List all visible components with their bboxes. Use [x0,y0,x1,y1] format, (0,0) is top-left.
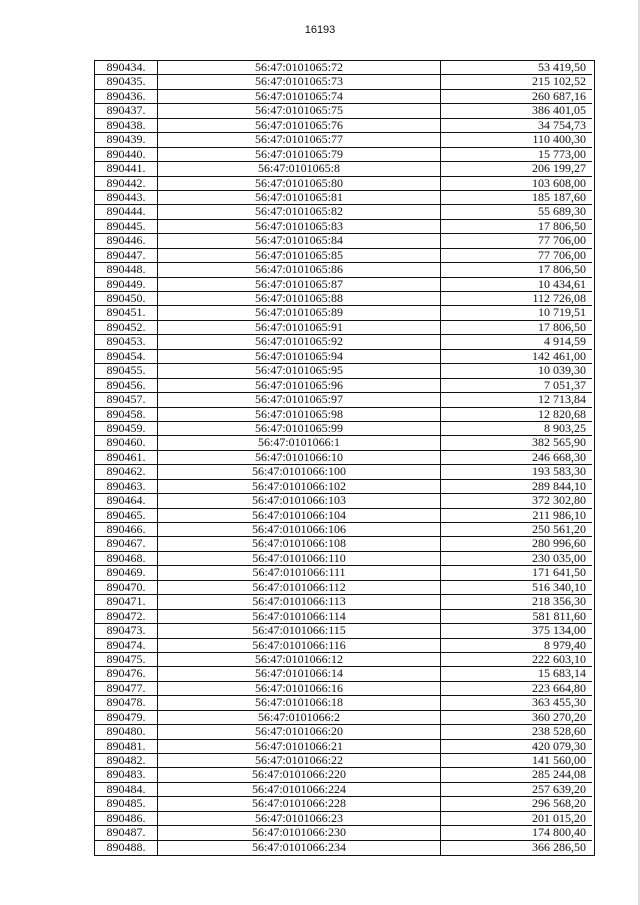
cadastral-number-cell: 56:47:0101066:112 [158,581,441,595]
row-number-cell: 890484. [95,783,158,797]
row-number-cell: 890444. [95,205,158,219]
table-row [95,75,594,89]
table-row [95,667,594,681]
value-cell: 7 051,37 [441,379,592,393]
table-row [95,205,594,219]
cadastral-number-cell: 56:47:0101065:72 [158,61,441,75]
table-row [95,350,594,364]
cadastral-number-cell: 56:47:0101066:10 [158,451,441,465]
row-number-cell: 890447. [95,249,158,263]
table-row [95,523,594,537]
row-number-cell: 890434. [95,61,158,75]
row-number-cell: 890459. [95,422,158,436]
cadastral-table [94,60,595,856]
table-row [95,754,594,768]
row-number-cell: 890461. [95,451,158,465]
row-number-cell: 890486. [95,812,158,826]
cadastral-number-cell: 56:47:0101066:21 [158,740,441,754]
value-cell: 215 102,52 [441,75,592,89]
value-cell: 581 811,60 [441,610,592,624]
table-row [95,740,594,754]
cadastral-number-cell: 56:47:0101065:79 [158,148,441,162]
table-row [95,133,594,147]
table-row [95,509,594,523]
row-number-cell: 890458. [95,408,158,422]
value-cell: 10 039,30 [441,364,592,378]
value-cell: 193 583,30 [441,465,592,479]
cadastral-number-cell: 56:47:0101066:116 [158,639,441,653]
table-row [95,566,594,580]
value-cell: 222 603,10 [441,653,592,667]
value-cell: 260 687,16 [441,90,592,104]
value-cell: 296 568,20 [441,797,592,811]
cadastral-number-cell: 56:47:0101066:102 [158,480,441,494]
cadastral-number-cell: 56:47:0101065:92 [158,335,441,349]
table-row [95,768,594,782]
row-number-cell: 890483. [95,768,158,782]
cadastral-number-cell: 56:47:0101065:8 [158,162,441,176]
table-row [95,90,594,104]
value-cell: 77 706,00 [441,234,592,248]
value-cell: 382 565,90 [441,436,592,450]
table-row [95,148,594,162]
row-number-cell: 890468. [95,552,158,566]
value-cell: 10 434,61 [441,278,592,292]
cadastral-number-cell: 56:47:0101065:91 [158,321,441,335]
cadastral-number-cell: 56:47:0101066:23 [158,812,441,826]
row-number-cell: 890437. [95,104,158,118]
cadastral-number-cell: 56:47:0101065:84 [158,234,441,248]
table-row [95,711,594,725]
row-number-cell: 890438. [95,119,158,133]
value-cell: 110 400,30 [441,133,592,147]
row-number-cell: 890485. [95,797,158,811]
row-number-cell: 890456. [95,379,158,393]
cadastral-number-cell: 56:47:0101065:99 [158,422,441,436]
table-row [95,119,594,133]
cadastral-number-cell: 56:47:0101065:94 [158,350,441,364]
table-row [95,812,594,826]
cadastral-number-cell: 56:47:0101065:82 [158,205,441,219]
value-cell: 211 986,10 [441,509,592,523]
cadastral-number-cell: 56:47:0101066:18 [158,696,441,710]
cadastral-number-cell: 56:47:0101065:73 [158,75,441,89]
table-row [95,191,594,205]
value-cell: 360 270,20 [441,711,592,725]
row-number-cell: 890472. [95,610,158,624]
value-cell: 8 979,40 [441,639,592,653]
row-number-cell: 890463. [95,480,158,494]
table-row [95,234,594,248]
value-cell: 420 079,30 [441,740,592,754]
cadastral-number-cell: 56:47:0101065:89 [158,306,441,320]
value-cell: 12 820,68 [441,408,592,422]
value-cell: 12 713,84 [441,393,592,407]
table-row [95,595,594,609]
table-row [95,335,594,349]
value-cell: 17 806,50 [441,321,592,335]
value-cell: 230 035,00 [441,552,592,566]
table-row [95,306,594,320]
cadastral-number-cell: 56:47:0101066:114 [158,610,441,624]
value-cell: 250 561,20 [441,523,592,537]
cadastral-number-cell: 56:47:0101065:86 [158,263,441,277]
value-cell: 174 800,40 [441,826,592,840]
cadastral-number-cell: 56:47:0101066:220 [158,768,441,782]
table-row [95,826,594,840]
row-number-cell: 890445. [95,220,158,234]
row-number-cell: 890487. [95,826,158,840]
value-cell: 372 302,80 [441,494,592,508]
row-number-cell: 890449. [95,278,158,292]
table-row [95,408,594,422]
page-number: 16193 [304,24,336,36]
value-cell: 223 664,80 [441,682,592,696]
row-number-cell: 890440. [95,148,158,162]
row-number-cell: 890460. [95,436,158,450]
row-number-cell: 890450. [95,292,158,306]
value-cell: 17 806,50 [441,220,592,234]
row-number-cell: 890465. [95,509,158,523]
value-cell: 103 608,00 [441,177,592,191]
row-number-cell: 890474. [95,639,158,653]
value-cell: 218 356,30 [441,595,592,609]
table-row [95,653,594,667]
cadastral-number-cell: 56:47:0101066:110 [158,552,441,566]
table-row [95,797,594,811]
cadastral-number-cell: 56:47:0101065:98 [158,408,441,422]
table-row [95,841,594,855]
value-cell: 171 641,50 [441,566,592,580]
cadastral-number-cell: 56:47:0101066:103 [158,494,441,508]
row-number-cell: 890446. [95,234,158,248]
row-number-cell: 890482. [95,754,158,768]
row-number-cell: 890480. [95,725,158,739]
table-row [95,393,594,407]
table-row [95,696,594,710]
row-number-cell: 890435. [95,75,158,89]
row-number-cell: 890479. [95,711,158,725]
row-number-cell: 890467. [95,537,158,551]
row-number-cell: 890470. [95,581,158,595]
cadastral-number-cell: 56:47:0101065:80 [158,177,441,191]
row-number-cell: 890442. [95,177,158,191]
value-cell: 17 806,50 [441,263,592,277]
row-number-cell: 890471. [95,595,158,609]
cadastral-number-cell: 56:47:0101066:22 [158,754,441,768]
row-number-cell: 890473. [95,624,158,638]
table-row [95,465,594,479]
table-row [95,725,594,739]
table-row [95,162,594,176]
table-row [95,624,594,638]
cadastral-number-cell: 56:47:0101066:111 [158,566,441,580]
row-number-cell: 890451. [95,306,158,320]
value-cell: 363 455,30 [441,696,592,710]
row-number-cell: 890462. [95,465,158,479]
value-cell: 238 528,60 [441,725,592,739]
table-row [95,552,594,566]
row-number-cell: 890441. [95,162,158,176]
value-cell: 141 560,00 [441,754,592,768]
row-number-cell: 890478. [95,696,158,710]
row-number-cell: 890455. [95,364,158,378]
value-cell: 246 668,30 [441,451,592,465]
row-number-cell: 890457. [95,393,158,407]
table-row [95,249,594,263]
cadastral-number-cell: 56:47:0101065:81 [158,191,441,205]
table-row [95,177,594,191]
value-cell: 386 401,05 [441,104,592,118]
value-cell: 366 286,50 [532,840,586,854]
cadastral-number-cell: 56:47:0101066:113 [158,595,441,609]
table-row [95,220,594,234]
value-cell: 15 683,14 [441,667,592,681]
cadastral-number-cell: 56:47:0101065:96 [158,379,441,393]
cadastral-number-cell: 56:47:0101066:230 [158,826,441,840]
table-row [95,480,594,494]
row-number-cell: 890466. [95,523,158,537]
cadastral-number-cell: 56:47:0101066:20 [158,725,441,739]
row-number-cell: 890448. [95,263,158,277]
table-row [95,451,594,465]
cadastral-number-cell: 56:47:0101066:100 [158,465,441,479]
cadastral-number-cell: 56:47:0101066:104 [158,509,441,523]
cadastral-number-cell: 56:47:0101065:76 [158,119,441,133]
row-number-cell: 890475. [95,653,158,667]
value-cell: 185 187,60 [441,191,592,205]
table-row [95,104,594,118]
value-cell: 55 689,30 [441,205,592,219]
table-row [95,581,594,595]
row-number-cell: 890488. [95,841,158,855]
row-number-cell: 890469. [95,566,158,580]
cadastral-number-cell: 56:47:0101066:14 [158,667,441,681]
value-cell: 375 134,00 [441,624,592,638]
value-cell: 206 199,27 [441,162,592,176]
value-cell: 34 754,73 [441,119,592,133]
value-cell: 142 461,00 [441,350,592,364]
table-row [95,379,594,393]
row-number-cell: 890439. [95,133,158,147]
row-number-cell: 890443. [95,191,158,205]
table-row [95,436,594,450]
value-cell: 285 244,08 [441,768,592,782]
row-number-cell: 890481. [95,740,158,754]
row-number-cell: 890436. [95,90,158,104]
row-number-cell: 890453. [95,335,158,349]
value-cell: 201 015,20 [441,812,592,826]
cadastral-number-cell: 56:47:0101066:1 [158,436,441,450]
cadastral-number-cell: 56:47:0101065:87 [158,278,441,292]
value-cell: 289 844,10 [441,480,592,494]
value-cell: 112 726,08 [441,292,592,306]
cadastral-number-cell: 56:47:0101066:2 [158,711,441,725]
value-cell: 53 419,50 [441,61,592,75]
table-row [95,292,594,306]
cadastral-number-cell: 56:47:0101065:83 [158,220,441,234]
cadastral-number-cell: 56:47:0101066:16 [158,682,441,696]
value-cell: 257 639,20 [441,783,592,797]
cadastral-number-cell: 56:47:0101066:108 [158,537,441,551]
table-row [95,783,594,797]
cadastral-number-cell: 56:47:0101065:97 [158,393,441,407]
cadastral-number-cell: 56:47:0101066:115 [158,624,441,638]
value-cell: 15 773,00 [441,148,592,162]
row-number-cell: 890454. [95,350,158,364]
table-row [95,610,594,624]
table-row [95,61,594,75]
row-number-cell: 890452. [95,321,158,335]
value-cell: 516 340,10 [441,581,592,595]
row-number-cell: 890476. [95,667,158,681]
value-cell: 4 914,59 [441,335,592,349]
cadastral-number-cell: 56:47:0101066:234 [158,841,441,855]
table-row [95,364,594,378]
value-cell: 77 706,00 [441,249,592,263]
row-number-cell: 890464. [95,494,158,508]
value-cell: 8 903,25 [441,422,592,436]
table-row [95,422,594,436]
cadastral-number-cell: 56:47:0101065:77 [158,133,441,147]
cadastral-number-cell: 56:47:0101065:75 [158,104,441,118]
cadastral-number-cell: 56:47:0101066:224 [158,783,441,797]
table-row [95,639,594,653]
cadastral-number-cell: 56:47:0101065:88 [158,292,441,306]
cadastral-number-cell: 56:47:0101065:74 [158,90,441,104]
cadastral-number-cell: 56:47:0101066:12 [158,653,441,667]
cadastral-number-cell: 56:47:0101066:228 [158,797,441,811]
table-row [95,278,594,292]
value-cell: 10 719,51 [441,306,592,320]
cadastral-number-cell: 56:47:0101065:85 [158,249,441,263]
table-row [95,321,594,335]
table-row [95,537,594,551]
table-row [95,494,594,508]
table-row [95,682,594,696]
value-cell: 280 996,60 [441,537,592,551]
table-row [95,263,594,277]
row-number-cell: 890477. [95,682,158,696]
cadastral-number-cell: 56:47:0101066:106 [158,523,441,537]
cadastral-number-cell: 56:47:0101065:95 [158,364,441,378]
